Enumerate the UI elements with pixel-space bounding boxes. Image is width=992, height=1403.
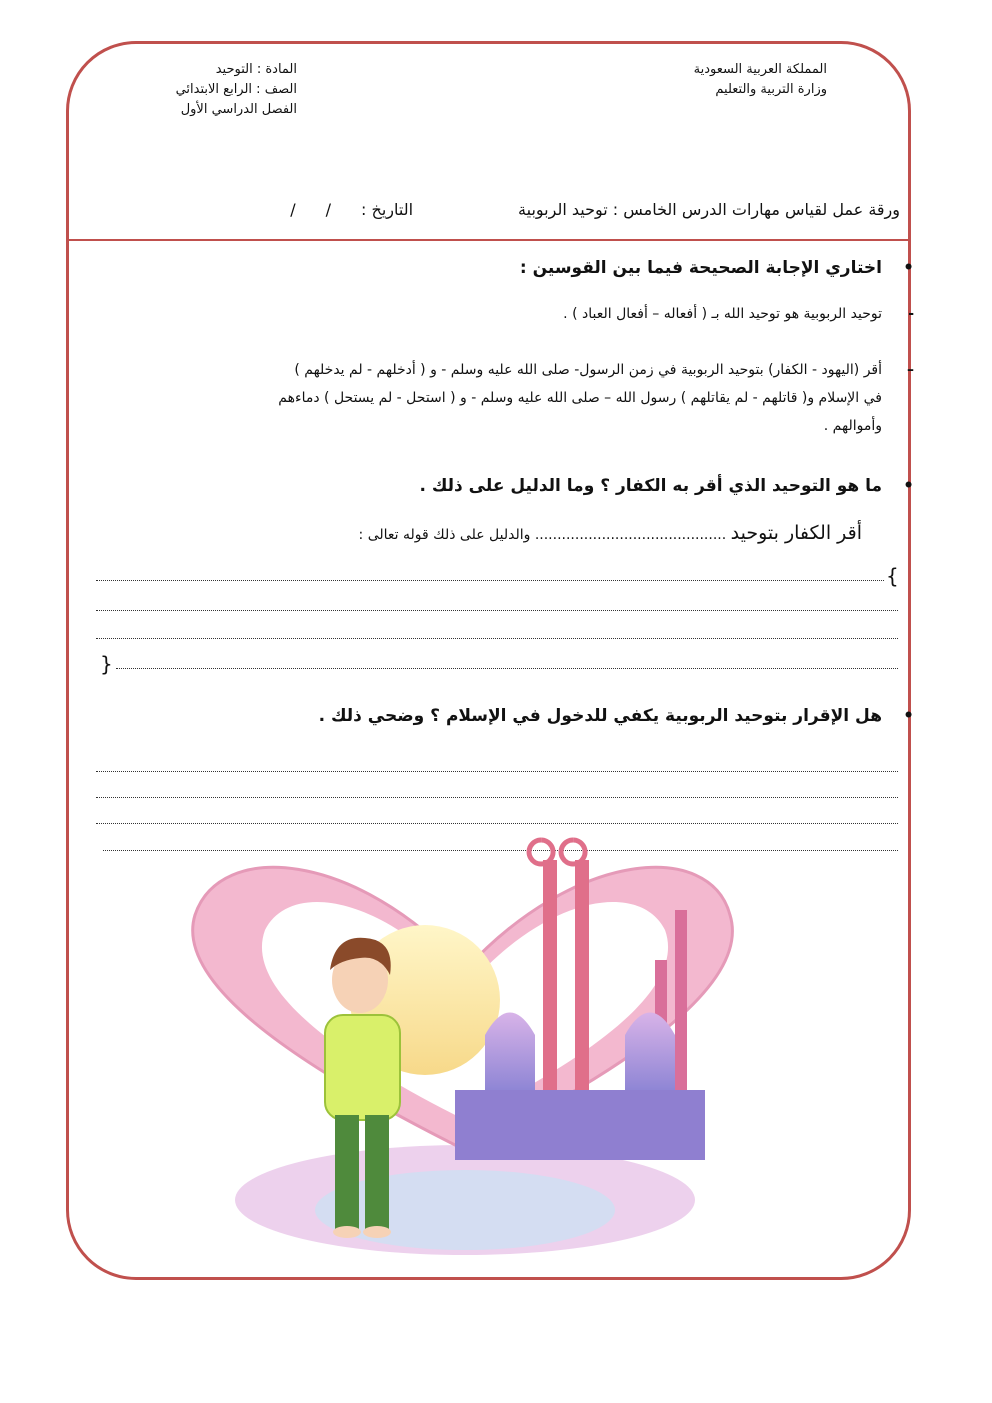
floor-ornament-inner	[315, 1170, 615, 1250]
mosque-base	[455, 1090, 705, 1160]
answer-blank[interactable]: ...........................................	[534, 527, 727, 543]
question-2-text: ما هو التوحيد الذي أقر به الكفار ؟ وما الدليل على ذلك .	[419, 476, 882, 496]
question-3-heading	[318, 706, 914, 726]
item-2-line-2: في الإسلام و( قاتلهم - لم يقاتلهم ) رسول الله – صلى الله عليه وسلم - و ( استحل - لم يستحل ) دماءهم	[278, 390, 882, 406]
bullet: •	[903, 258, 914, 278]
answer-prompt	[359, 522, 862, 544]
item-2-line-3: وأموالهم .	[823, 418, 882, 434]
question-1-item-2	[124, 356, 914, 440]
worksheet-title: ورقة عمل لقياس مهارات الدرس الخامس : توحيد الربوبية	[518, 200, 900, 219]
item-2-line-1: أقر (اليهود - الكفار) بتوحيد الربوبية في زمن الرسول- صلى الله عليه وسلم - و ( أدخلهم - لم يدخلهم )	[294, 362, 882, 378]
answer-line[interactable]	[96, 797, 898, 798]
date-field	[290, 200, 413, 219]
question-1-text: اختاري الإجابة الصحيحة فيما بين القوسين :	[519, 258, 882, 278]
answer-line[interactable]	[96, 580, 884, 581]
header-divider	[67, 239, 910, 241]
answer-line[interactable]	[96, 610, 898, 611]
question-1-item-1	[563, 300, 914, 328]
dash: –	[907, 362, 914, 378]
answer-line[interactable]	[116, 668, 898, 669]
question-1-heading	[519, 258, 914, 278]
question-2-heading	[419, 476, 914, 496]
answer-line[interactable]	[96, 638, 898, 639]
brace-close: }	[100, 652, 113, 676]
header-left	[176, 60, 297, 120]
date-slash: /	[325, 200, 332, 219]
question-3-text: هل الإقرار بتوحيد الربوبية يكفي للدخول في الإسلام ؟ وضحي ذلك .	[318, 706, 882, 726]
mosque-heart-illustration	[165, 820, 745, 1270]
crescent-icon	[561, 840, 585, 864]
ministry-label: وزارة التربية والتعليم	[715, 82, 827, 97]
minaret	[675, 910, 687, 1110]
prompt-lead: أقر الكفار بتوحيد	[730, 522, 862, 544]
grade-label: الصف : الرابع الابتدائي	[175, 82, 297, 97]
brace-open: {	[886, 564, 899, 588]
semester-label: الفصل الدراسي الأول	[180, 102, 297, 117]
header-right	[694, 60, 827, 100]
crescent-icon	[529, 840, 553, 864]
date-slash: /	[290, 200, 296, 219]
kingdom-label: المملكة العربية السعودية	[693, 62, 827, 77]
prompt-rest: والدليل على ذلك قوله تعالى :	[358, 527, 531, 543]
worksheet-title-row	[100, 200, 900, 219]
bullet: •	[903, 706, 914, 726]
bullet: •	[903, 476, 914, 496]
item-1-text: توحيد الربوبية هو توحيد الله بـ ( أفعاله – أفعال العباد ) .	[563, 306, 882, 322]
answer-line[interactable]	[96, 771, 898, 772]
minaret	[575, 860, 589, 1110]
minaret	[543, 860, 557, 1110]
subject-label: المادة : التوحيد	[215, 62, 297, 77]
dash: -	[908, 306, 914, 322]
date-label: التاريخ :	[361, 200, 414, 219]
